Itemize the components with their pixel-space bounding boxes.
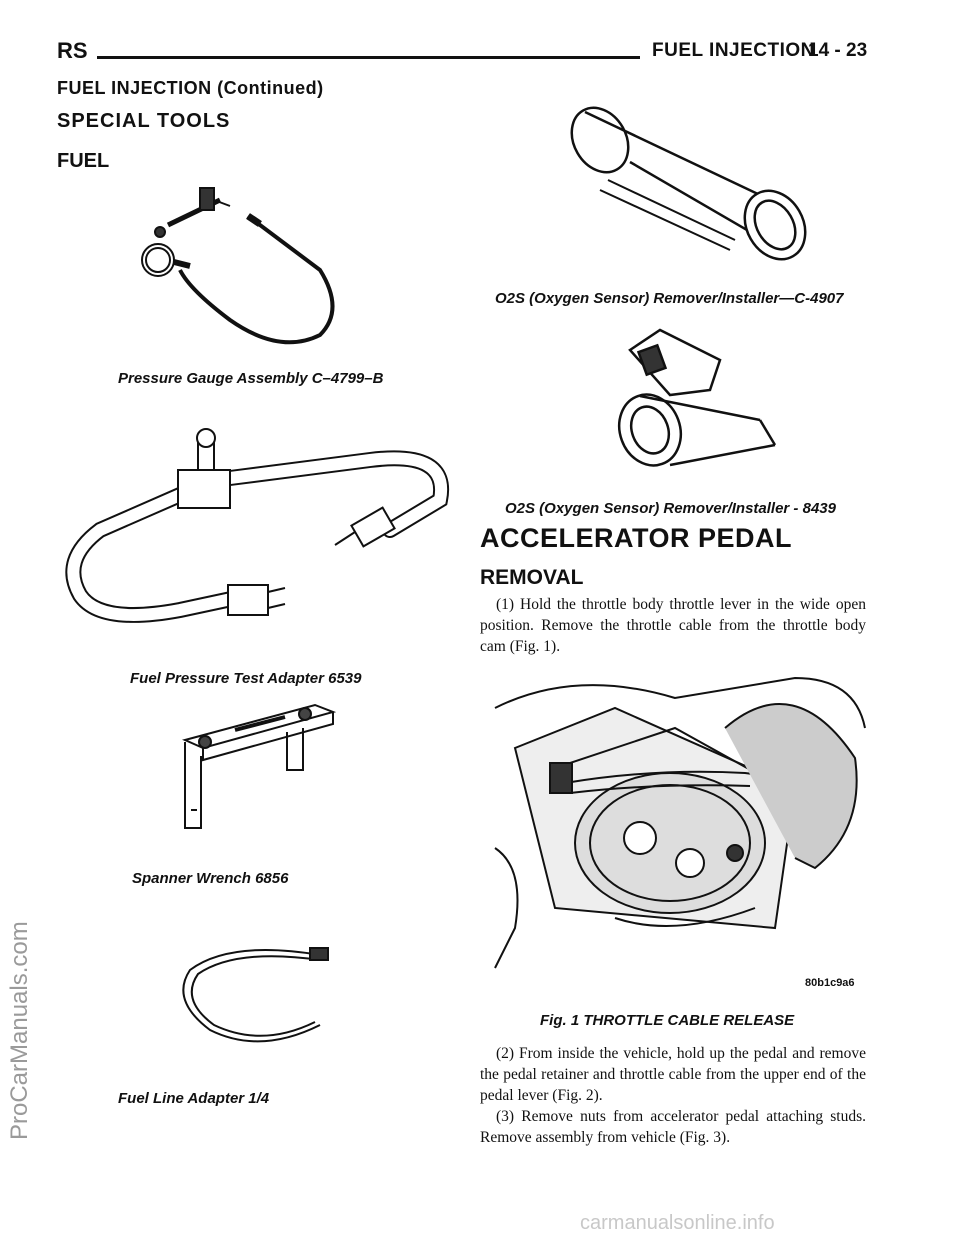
bottom-watermark: carmanualsonline.info [580,1212,775,1234]
pressure-gauge-illustration [130,180,350,360]
continued-heading: FUEL INJECTION (Continued) [57,78,324,98]
figure-code: 80b1c9a6 [805,977,855,989]
step-3-text: (3) Remove nuts from accelerator pedal attaching studs. Remove assembly from vehicle (Fig. 3). [480,1108,866,1146]
o2s-socket-illustration [560,100,820,280]
fuel-line-adapter-illustration [170,930,340,1060]
removal-heading: REMOVAL [480,566,584,589]
caption-o2s-8439: O2S (Oxygen Sensor) Remover/Installer - 8439 [505,500,836,517]
special-tools-heading: SPECIAL TOOLS [57,110,231,132]
caption-pressure-gauge: Pressure Gauge Assembly C–4799–B [118,370,384,387]
step-1-text: (1) Hold the throttle body throttle lever in the wide open position. Remove the throttle cable from the throttle body cam (Fig. 1). [480,596,866,655]
throttle-cable-release-photo [495,668,865,993]
accelerator-pedal-heading: ACCELERATOR PEDAL [480,523,793,553]
header-rule [97,56,640,59]
fuel-pressure-test-adapter-illustration [60,420,450,645]
caption-fuel-pressure-test-adapter: Fuel Pressure Test Adapter 6539 [130,670,362,687]
fig1-caption: Fig. 1 THROTTLE CABLE RELEASE [540,1012,795,1029]
side-watermark: ProCarManuals.com [6,921,33,1140]
header-section-title: FUEL INJECTION [652,40,815,61]
fuel-heading: FUEL [57,150,110,172]
caption-o2s-c4907: O2S (Oxygen Sensor) Remover/Installer—C-4907 [495,290,844,307]
step-2-text: (2) From inside the vehicle, hold up the pedal and remove the pedal retainer and throttle cable from the upper end of the pedal lever (Fig. 2). [480,1045,866,1104]
o2s-socket-wrench-illustration [610,320,790,485]
caption-fuel-line-adapter: Fuel Line Adapter 1/4 [118,1090,270,1107]
header-vehicle-code: RS [57,38,88,63]
header-page-number: 14 - 23 [808,40,868,61]
caption-spanner-wrench: Spanner Wrench 6856 [132,870,289,887]
spanner-wrench-illustration [175,700,345,850]
